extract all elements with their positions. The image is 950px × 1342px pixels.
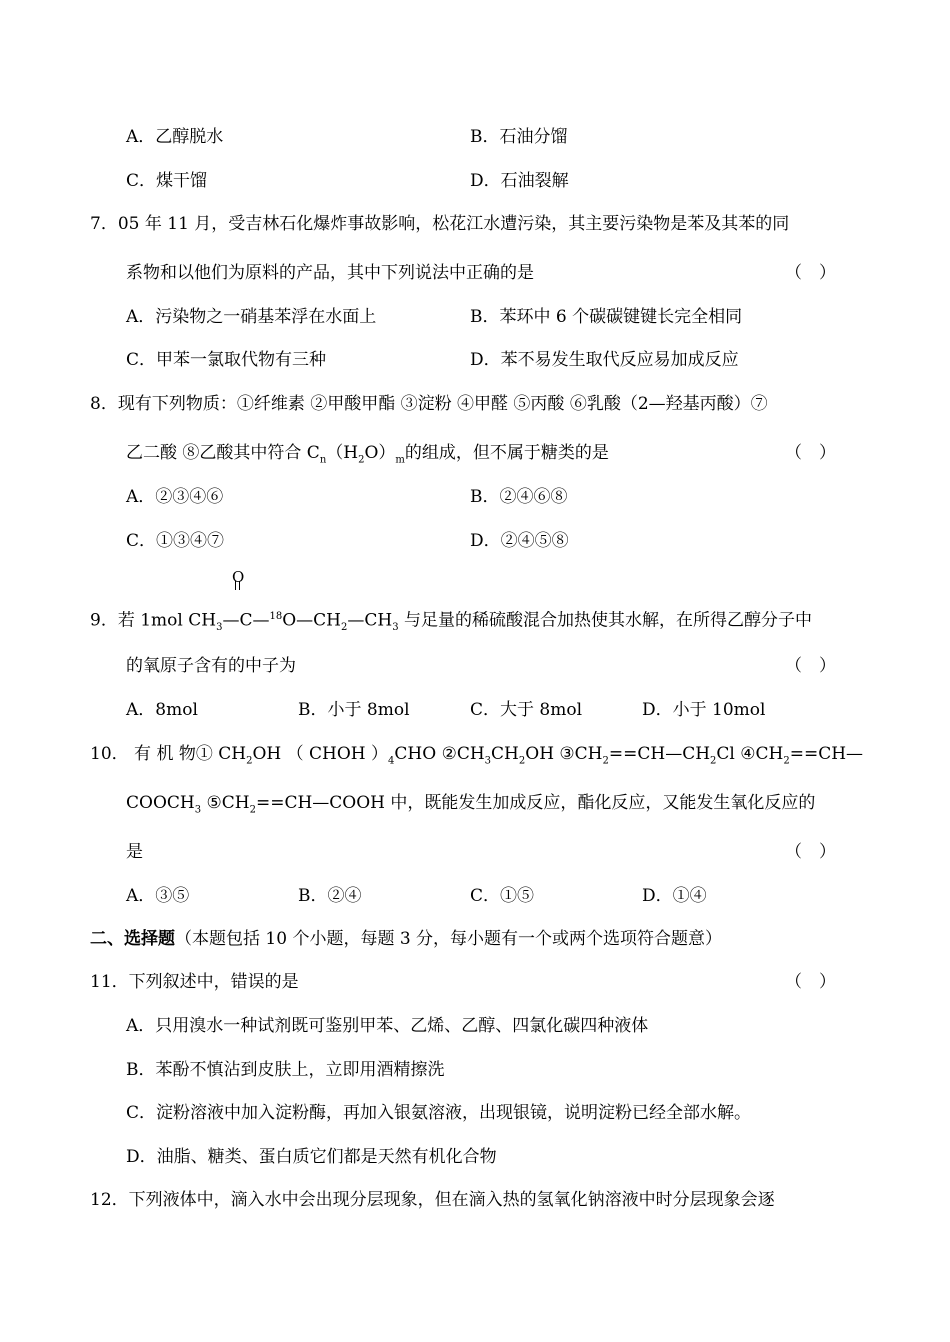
q9-stem-line2: 的氧原子含有的中子为 bbox=[126, 656, 296, 676]
q6-option-c: C．煤干馏 bbox=[126, 171, 208, 191]
q12-stem-line1: 12．下列液体中，滴入水中会出现分层现象，但在滴入热的氢氧化钠溶液中时分层现象会逐 bbox=[90, 1190, 775, 1210]
q8-answer-paren: （ ） bbox=[785, 443, 836, 463]
q8-option-c: C．①③④⑦ bbox=[126, 531, 225, 551]
q10-option-c: C．①⑤ bbox=[470, 886, 535, 906]
q10-option-b: B．②④ bbox=[298, 886, 362, 906]
carbonyl-oxygen-label: O bbox=[232, 568, 245, 586]
q8-stem-line2: 乙二酸 ⑧乙酸其中符合 $C_n(H_2O)_m$的组成，但不属于糖类的是 bbox=[126, 443, 609, 466]
q7-answer-paren: （ ） bbox=[785, 263, 836, 283]
q10-stem-line3: 是 bbox=[126, 842, 143, 862]
q7-stem-line2: 系物和以他们为原料的产品，其中下列说法中正确的是 bbox=[126, 263, 534, 283]
q10-option-a: A．③⑤ bbox=[126, 886, 190, 906]
q11-option-a: A．只用溴水一种试剂既可鉴别甲苯、乙烯、乙醇、四氯化碳四种液体 bbox=[126, 1016, 649, 1036]
q11-option-c: C．淀粉溶液中加入淀粉酶，再加入银氨溶液，出现银镜，说明淀粉已经全部水解。 bbox=[126, 1103, 752, 1123]
section-2-heading: 二、选择题（本题包括 10 个小题，每题 3 分，每小题有一个或两个选项符合题意） bbox=[90, 929, 723, 949]
q10-answer-paren: （ ） bbox=[785, 842, 836, 862]
q6-option-a: A．乙醇脱水 bbox=[126, 127, 224, 147]
q9-answer-paren: （ ） bbox=[785, 656, 836, 676]
q8-option-d: D．②④⑤⑧ bbox=[470, 531, 569, 551]
q10-stem-line2: $COOCH_3$ $⑤CH_2==CH—COOH$ 中，既能发生加成反应，酯化反应，又能发生氧化反应的 bbox=[126, 793, 816, 816]
q8-option-b: B．②④⑥⑧ bbox=[470, 487, 568, 507]
q8-stem-line1: 8．现有下列物质：①纤维素 ②甲酸甲酯 ③淀粉 ④甲醛 ⑤丙酸 ⑥乳酸（2—羟基丙酸）⑦ bbox=[90, 394, 768, 414]
q9-option-b: B．小于 8mol bbox=[298, 700, 410, 720]
q7-option-b: B．苯环中 6 个碳碳键键长完全相同 bbox=[470, 307, 743, 327]
q11-stem: 11．下列叙述中，错误的是 bbox=[90, 972, 299, 992]
q9-option-c: C．大于 8mol bbox=[470, 700, 583, 720]
q11-option-d: D．油脂、糖类、蛋白质它们都是天然有机化合物 bbox=[126, 1147, 497, 1167]
q7-option-d: D．苯不易发生取代反应易加成反应 bbox=[470, 350, 739, 370]
q10-option-d: D．①④ bbox=[642, 886, 707, 906]
carbonyl-oxygen-mark bbox=[232, 570, 252, 592]
q9-option-a: A．8mol bbox=[126, 700, 198, 720]
q6-option-d: D．石油裂解 bbox=[470, 171, 569, 191]
q11-answer-paren: （ ） bbox=[785, 972, 836, 992]
q7-option-c: C．甲苯一氯取代物有三种 bbox=[126, 350, 327, 370]
q10-stem-line1: 10． 有 机 物① $CH_2OH$ （ CHOH ）$_4CHO$ $②CH_3CH_2OH$ $③CH_2==CH—CH_2Cl$ $④CH_2==CH—$ bbox=[90, 744, 864, 767]
q9-option-d: D．小于 10mol bbox=[642, 700, 766, 720]
q6-option-b: B．石油分馏 bbox=[470, 127, 568, 147]
q9-stem-line1: 9．若 1mol $CH_3—C—^{18}O—CH_2—CH_3$ 与足量的稀硫酸混合加热使其水解，在所得乙醇分子中 bbox=[90, 610, 812, 634]
q11-option-b: B．苯酚不慎沾到皮肤上，立即用酒精擦洗 bbox=[126, 1060, 445, 1080]
q7-stem-line1: 7．05 年 11 月，受吉林石化爆炸事故影响，松花江水遭污染，其主要污染物是苯及其苯的同 bbox=[90, 214, 790, 234]
carbonyl-double-bond bbox=[232, 570, 252, 592]
q7-option-a: A．污染物之一硝基苯浮在水面上 bbox=[126, 307, 377, 327]
q8-option-a: A．②③④⑥ bbox=[126, 487, 224, 507]
